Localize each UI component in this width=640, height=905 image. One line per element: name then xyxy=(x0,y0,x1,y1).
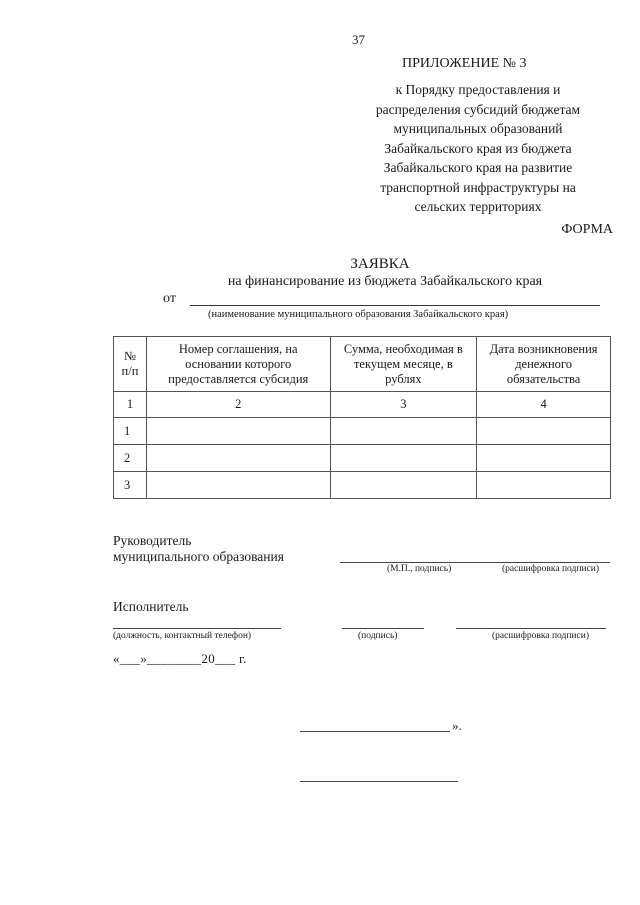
head-decode-hint: (расшифровка подписи) xyxy=(502,564,599,574)
table-cell: 3 xyxy=(114,472,147,499)
column-header-agreement: Номер соглашения, на основании которого предоставляется субсидия xyxy=(146,337,330,392)
executor-signature-hint: (подпись) xyxy=(358,631,398,641)
executor-decode-line[interactable] xyxy=(456,628,606,629)
table-cell: 4 xyxy=(477,392,611,418)
table-cell: 1 xyxy=(114,392,147,418)
appendix-line: сельских территориях xyxy=(414,199,542,214)
table-header-row xyxy=(114,337,611,392)
executor-label: Исполнитель xyxy=(113,599,189,614)
table-cell[interactable] xyxy=(146,445,330,472)
table-cell[interactable] xyxy=(330,418,477,445)
executor-position-hint: (должность, контактный телефон) xyxy=(113,631,252,641)
date-line[interactable]: «___»________20___ г. xyxy=(113,651,247,666)
table-cell[interactable] xyxy=(477,445,611,472)
table-cell[interactable] xyxy=(477,418,611,445)
table-cell[interactable] xyxy=(330,445,477,472)
head-label-line2: муниципального образования xyxy=(113,549,284,564)
closing-quote: ». xyxy=(452,718,462,733)
final-line[interactable] xyxy=(300,781,458,782)
table-cell: 1 xyxy=(114,418,147,445)
table-row xyxy=(114,418,611,445)
appendix-title: ПРИЛОЖЕНИЕ № 3 xyxy=(402,56,527,71)
appendix-line: к Порядку предоставления и xyxy=(395,82,561,97)
page-number: 37 xyxy=(352,32,365,47)
appendix-subtitle xyxy=(352,80,604,217)
table-row xyxy=(114,445,611,472)
form-label: ФОРМА xyxy=(561,222,613,237)
table-row xyxy=(114,472,611,499)
appendix-line: Забайкальского края на развитие xyxy=(383,160,573,175)
table-cell: 3 xyxy=(330,392,477,418)
column-header-date: Дата возникновения денежного обязательства xyxy=(477,337,611,392)
table-index-row xyxy=(114,392,611,418)
application-title: ЗАЯВКА xyxy=(350,256,410,272)
appendix-line: Забайкальского края из бюджета xyxy=(384,140,572,156)
application-table xyxy=(113,336,611,499)
executor-decode-hint: (расшифровка подписи) xyxy=(492,631,589,641)
executor-signature-line[interactable] xyxy=(342,628,424,629)
appendix-line: распределения субсидий бюджетам xyxy=(375,101,581,117)
head-stamp-hint: (М.П., подпись) xyxy=(387,564,452,574)
head-signature-line[interactable] xyxy=(340,562,610,563)
table-cell[interactable] xyxy=(330,472,477,499)
appendix-line: муниципальных образований xyxy=(393,121,563,136)
head-label-line1: Руководитель xyxy=(113,533,192,548)
column-header-number: № п/п xyxy=(114,337,147,392)
table-cell: 2 xyxy=(146,392,330,418)
table-cell: 2 xyxy=(114,445,147,472)
application-subtitle: на финансирование из бюджета Забайкальского края xyxy=(227,274,543,289)
from-field-hint: (наименование муниципального образования Забайкальского края) xyxy=(208,309,509,320)
table-cell[interactable] xyxy=(146,472,330,499)
column-header-amount: Сумма, необходимая в текущем месяце, в рублях xyxy=(330,337,477,392)
appendix-line: транспортной инфраструктуры на xyxy=(380,179,576,195)
table-cell[interactable] xyxy=(146,418,330,445)
from-label: от xyxy=(163,291,176,306)
closing-line[interactable] xyxy=(300,731,450,732)
from-field-line[interactable] xyxy=(190,305,600,306)
executor-position-line[interactable] xyxy=(113,628,281,629)
table-cell[interactable] xyxy=(477,472,611,499)
